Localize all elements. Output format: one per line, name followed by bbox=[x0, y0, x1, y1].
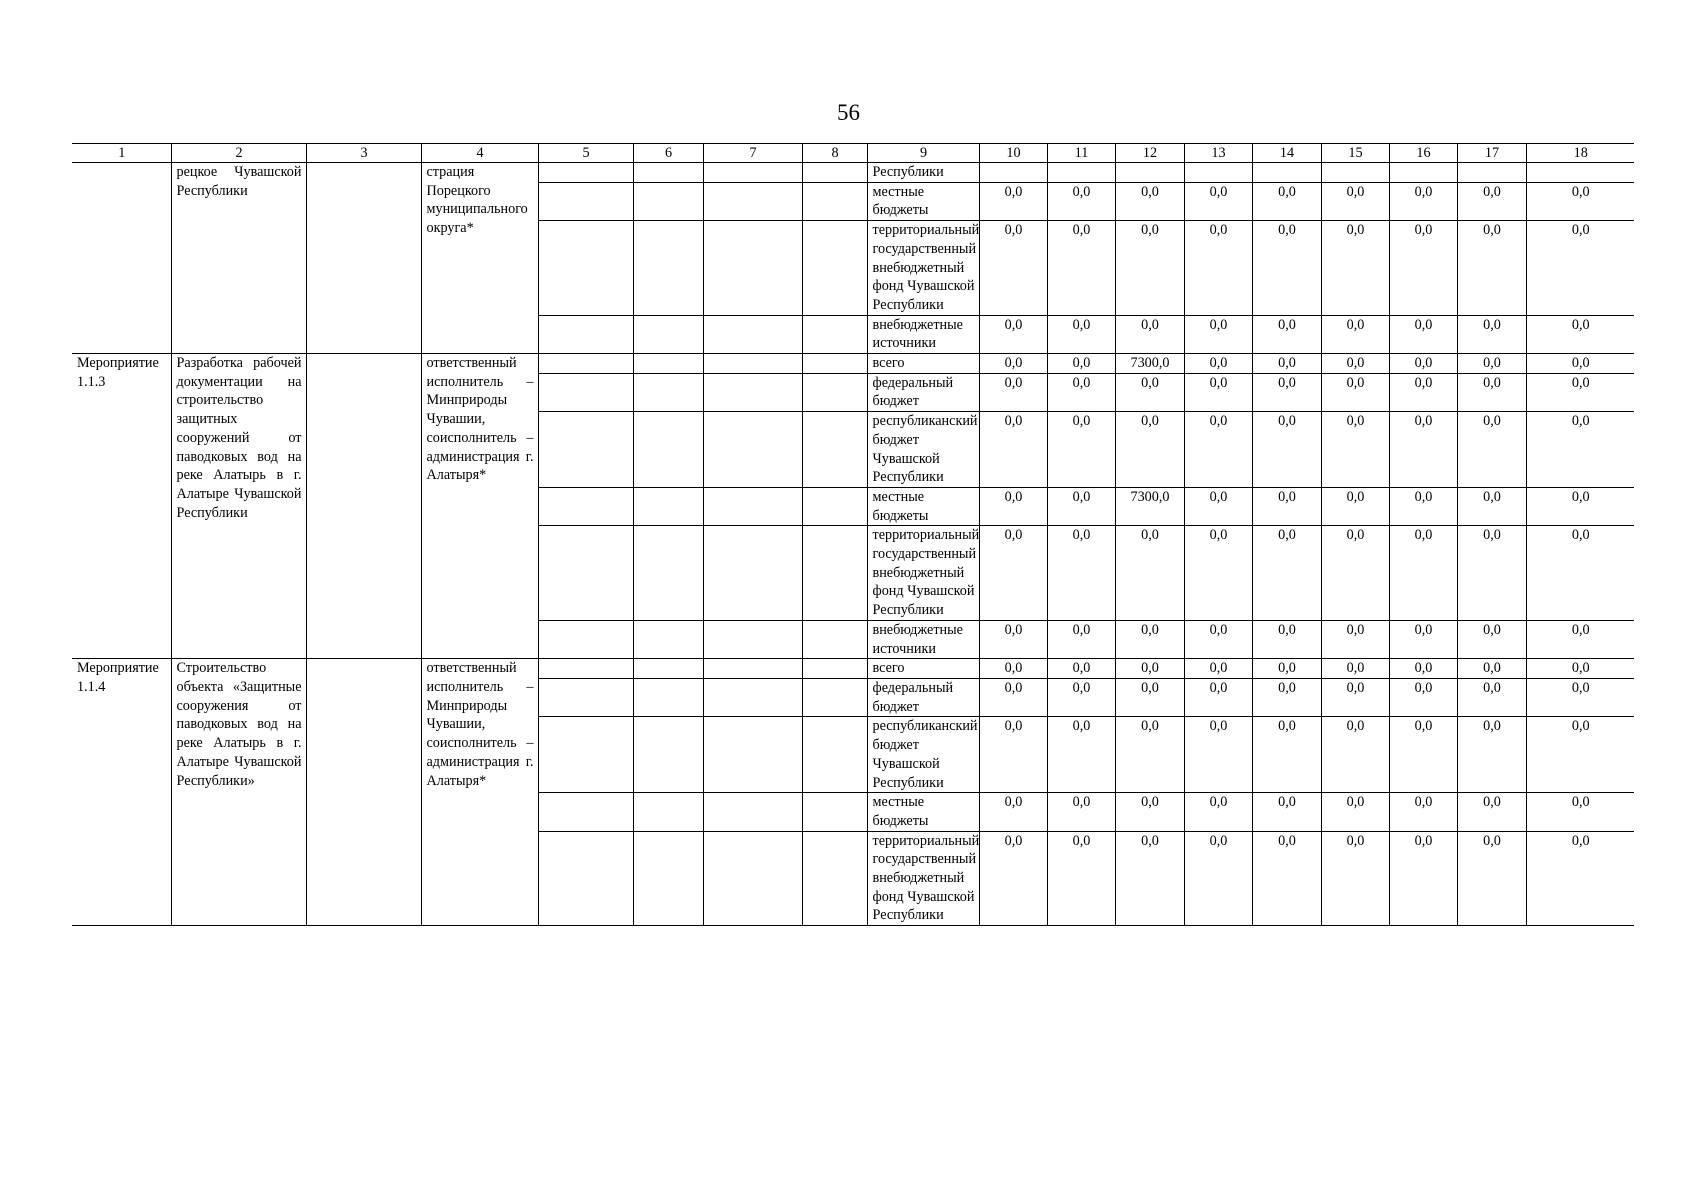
cell-col7 bbox=[703, 412, 802, 488]
cell-col8 bbox=[802, 182, 867, 220]
value-cell-col16: 0,0 bbox=[1389, 221, 1457, 316]
value-cell-col10: 0,0 bbox=[979, 373, 1047, 411]
value-cell-col13: 0,0 bbox=[1184, 412, 1252, 488]
cell-col7 bbox=[703, 354, 802, 374]
funding-source: внебюджетные источники bbox=[867, 315, 979, 353]
value-cell-col14: 0,0 bbox=[1252, 620, 1321, 658]
cell-col7 bbox=[703, 793, 802, 831]
value-cell-col13: 0,0 bbox=[1184, 831, 1252, 926]
value-cell-col17: 0,0 bbox=[1457, 373, 1526, 411]
measure-executor: ответственный исполнитель – Минприроды Чувашии, соисполнитель – администрация г. Алатыря* bbox=[421, 354, 538, 659]
cell-col6 bbox=[633, 659, 703, 679]
value-cell-col16: 0,0 bbox=[1389, 354, 1457, 374]
value-cell-col15: 0,0 bbox=[1321, 182, 1389, 220]
value-cell-col12: 0,0 bbox=[1115, 831, 1184, 926]
value-cell-col10: 0,0 bbox=[979, 717, 1047, 793]
value-cell-col16: 0,0 bbox=[1389, 717, 1457, 793]
value-cell-col18: 0,0 bbox=[1526, 717, 1634, 793]
cell-col7 bbox=[703, 487, 802, 525]
value-cell-col17: 0,0 bbox=[1457, 526, 1526, 621]
value-cell-col17: 0,0 bbox=[1457, 182, 1526, 220]
cell-col7 bbox=[703, 831, 802, 926]
value-cell-col15: 0,0 bbox=[1321, 221, 1389, 316]
value-cell-col14: 0,0 bbox=[1252, 412, 1321, 488]
column-header-13: 13 bbox=[1184, 144, 1252, 163]
value-cell-col10: 0,0 bbox=[979, 793, 1047, 831]
value-cell-col12: 0,0 bbox=[1115, 182, 1184, 220]
funding-source: всего bbox=[867, 659, 979, 679]
value-cell-col18: 0,0 bbox=[1526, 620, 1634, 658]
cell-col8 bbox=[802, 620, 867, 658]
column-header-2: 2 bbox=[171, 144, 306, 163]
value-cell-col10: 0,0 bbox=[979, 354, 1047, 374]
table-body bbox=[72, 163, 1634, 926]
value-cell-col13: 0,0 bbox=[1184, 526, 1252, 621]
value-cell-col12: 0,0 bbox=[1115, 221, 1184, 316]
value-cell-col13: 0,0 bbox=[1184, 182, 1252, 220]
value-cell-col17 bbox=[1457, 163, 1526, 183]
column-header-1: 1 bbox=[72, 144, 171, 163]
funding-source: федеральный бюджет bbox=[867, 678, 979, 716]
cell-col6 bbox=[633, 717, 703, 793]
value-cell-col18: 0,0 bbox=[1526, 659, 1634, 679]
value-cell-col18: 0,0 bbox=[1526, 678, 1634, 716]
value-cell-col18: 0,0 bbox=[1526, 487, 1634, 525]
value-cell-col18: 0,0 bbox=[1526, 182, 1634, 220]
value-cell-col15: 0,0 bbox=[1321, 373, 1389, 411]
value-cell-col18: 0,0 bbox=[1526, 793, 1634, 831]
funding-source: местные бюджеты bbox=[867, 182, 979, 220]
cell-col5 bbox=[538, 163, 633, 183]
value-cell-col12 bbox=[1115, 163, 1184, 183]
value-cell-col17: 0,0 bbox=[1457, 659, 1526, 679]
cell-col8 bbox=[802, 412, 867, 488]
value-cell-col16: 0,0 bbox=[1389, 373, 1457, 411]
cell-col5 bbox=[538, 315, 633, 353]
value-cell-col17: 0,0 bbox=[1457, 831, 1526, 926]
cell-col7 bbox=[703, 717, 802, 793]
value-cell-col11: 0,0 bbox=[1047, 793, 1115, 831]
value-cell-col14: 0,0 bbox=[1252, 831, 1321, 926]
value-cell-col11: 0,0 bbox=[1047, 221, 1115, 316]
measure-executor: страция Порецкого муниципального округа* bbox=[421, 163, 538, 354]
column-header-12: 12 bbox=[1115, 144, 1184, 163]
value-cell-col11: 0,0 bbox=[1047, 487, 1115, 525]
value-cell-col14: 0,0 bbox=[1252, 221, 1321, 316]
value-cell-col16: 0,0 bbox=[1389, 182, 1457, 220]
column-header-10: 10 bbox=[979, 144, 1047, 163]
table-row bbox=[72, 659, 1634, 679]
funding-source: республиканский бюджет Чувашской Республики bbox=[867, 717, 979, 793]
value-cell-col15: 0,0 bbox=[1321, 620, 1389, 658]
table-header-row bbox=[72, 144, 1634, 163]
value-cell-col14: 0,0 bbox=[1252, 526, 1321, 621]
cell-col7 bbox=[703, 182, 802, 220]
cell-col6 bbox=[633, 412, 703, 488]
value-cell-col17: 0,0 bbox=[1457, 315, 1526, 353]
value-cell-col15: 0,0 bbox=[1321, 526, 1389, 621]
value-cell-col13: 0,0 bbox=[1184, 315, 1252, 353]
cell-col5 bbox=[538, 793, 633, 831]
cell-col8 bbox=[802, 678, 867, 716]
value-cell-col14: 0,0 bbox=[1252, 373, 1321, 411]
value-cell-col17: 0,0 bbox=[1457, 717, 1526, 793]
value-cell-col11: 0,0 bbox=[1047, 354, 1115, 374]
value-cell-col10: 0,0 bbox=[979, 620, 1047, 658]
measure-title: Разработка рабочей документации на строительство защитных сооружений от паводковых вод на реке Алатырь в г. Алатыре Чувашской Республики bbox=[171, 354, 306, 659]
value-cell-col15: 0,0 bbox=[1321, 487, 1389, 525]
cell-col5 bbox=[538, 412, 633, 488]
value-cell-col17: 0,0 bbox=[1457, 354, 1526, 374]
cell-col5 bbox=[538, 221, 633, 316]
value-cell-col13: 0,0 bbox=[1184, 373, 1252, 411]
cell-col6 bbox=[633, 354, 703, 374]
value-cell-col12: 7300,0 bbox=[1115, 354, 1184, 374]
value-cell-col12: 0,0 bbox=[1115, 793, 1184, 831]
cell-col7 bbox=[703, 315, 802, 353]
value-cell-col11 bbox=[1047, 163, 1115, 183]
value-cell-col16: 0,0 bbox=[1389, 793, 1457, 831]
value-cell-col13: 0,0 bbox=[1184, 221, 1252, 316]
value-cell-col15: 0,0 bbox=[1321, 659, 1389, 679]
cell-col7 bbox=[703, 678, 802, 716]
value-cell-col14: 0,0 bbox=[1252, 793, 1321, 831]
cell-col5 bbox=[538, 717, 633, 793]
cell-col6 bbox=[633, 831, 703, 926]
cell-col8 bbox=[802, 526, 867, 621]
value-cell-col10: 0,0 bbox=[979, 315, 1047, 353]
measure-executor: ответственный исполнитель – Минприроды Чувашии, соисполнитель – администрация г. Алатыря* bbox=[421, 659, 538, 926]
value-cell-col15: 0,0 bbox=[1321, 678, 1389, 716]
value-cell-col12: 0,0 bbox=[1115, 526, 1184, 621]
cell-col6 bbox=[633, 678, 703, 716]
cell-col6 bbox=[633, 793, 703, 831]
column-header-14: 14 bbox=[1252, 144, 1321, 163]
value-cell-col10: 0,0 bbox=[979, 526, 1047, 621]
value-cell-col18: 0,0 bbox=[1526, 354, 1634, 374]
cell-col5 bbox=[538, 373, 633, 411]
cell-col6 bbox=[633, 620, 703, 658]
value-cell-col11: 0,0 bbox=[1047, 182, 1115, 220]
value-cell-col13: 0,0 bbox=[1184, 354, 1252, 374]
cell-col8 bbox=[802, 831, 867, 926]
measure-code bbox=[72, 163, 171, 354]
value-cell-col14: 0,0 bbox=[1252, 678, 1321, 716]
cell-col5 bbox=[538, 182, 633, 220]
value-cell-col12: 0,0 bbox=[1115, 678, 1184, 716]
value-cell-col11: 0,0 bbox=[1047, 412, 1115, 488]
cell-col7 bbox=[703, 620, 802, 658]
cell-col6 bbox=[633, 182, 703, 220]
value-cell-col10: 0,0 bbox=[979, 182, 1047, 220]
cell-col6 bbox=[633, 221, 703, 316]
cell-col5 bbox=[538, 354, 633, 374]
value-cell-col13: 0,0 bbox=[1184, 717, 1252, 793]
cell-col5 bbox=[538, 526, 633, 621]
cell-col5 bbox=[538, 620, 633, 658]
table-row bbox=[72, 354, 1634, 374]
value-cell-col15: 0,0 bbox=[1321, 412, 1389, 488]
value-cell-col15: 0,0 bbox=[1321, 717, 1389, 793]
cell-col8 bbox=[802, 717, 867, 793]
value-cell-col16: 0,0 bbox=[1389, 526, 1457, 621]
value-cell-col12: 7300,0 bbox=[1115, 487, 1184, 525]
value-cell-col13: 0,0 bbox=[1184, 678, 1252, 716]
value-cell-col13: 0,0 bbox=[1184, 659, 1252, 679]
cell-col6 bbox=[633, 315, 703, 353]
measure-title: Строительство объекта «Защитные сооружения от паводковых вод на реке Алатырь в г. Алатыре Чувашской Республики» bbox=[171, 659, 306, 926]
value-cell-col18 bbox=[1526, 163, 1634, 183]
value-cell-col13: 0,0 bbox=[1184, 793, 1252, 831]
funding-source: республиканский бюджет Чувашской Республики bbox=[867, 412, 979, 488]
value-cell-col14 bbox=[1252, 163, 1321, 183]
value-cell-col12: 0,0 bbox=[1115, 659, 1184, 679]
funding-source: местные бюджеты bbox=[867, 793, 979, 831]
measure-code: Мероприятие 1.1.3 bbox=[72, 354, 171, 659]
value-cell-col12: 0,0 bbox=[1115, 717, 1184, 793]
value-cell-col11: 0,0 bbox=[1047, 717, 1115, 793]
cell-col8 bbox=[802, 354, 867, 374]
value-cell-col11: 0,0 bbox=[1047, 315, 1115, 353]
value-cell-col17: 0,0 bbox=[1457, 487, 1526, 525]
value-cell-col12: 0,0 bbox=[1115, 373, 1184, 411]
cell-col5 bbox=[538, 659, 633, 679]
value-cell-col15 bbox=[1321, 163, 1389, 183]
cell-col8 bbox=[802, 659, 867, 679]
value-cell-col10: 0,0 bbox=[979, 659, 1047, 679]
funding-source: внебюджетные источники bbox=[867, 620, 979, 658]
value-cell-col16: 0,0 bbox=[1389, 620, 1457, 658]
column-header-16: 16 bbox=[1389, 144, 1457, 163]
value-cell-col16: 0,0 bbox=[1389, 659, 1457, 679]
value-cell-col15: 0,0 bbox=[1321, 793, 1389, 831]
value-cell-col11: 0,0 bbox=[1047, 620, 1115, 658]
value-cell-col18: 0,0 bbox=[1526, 412, 1634, 488]
cell-col7 bbox=[703, 373, 802, 411]
value-cell-col17: 0,0 bbox=[1457, 678, 1526, 716]
value-cell-col17: 0,0 bbox=[1457, 221, 1526, 316]
value-cell-col12: 0,0 bbox=[1115, 412, 1184, 488]
column-header-3: 3 bbox=[306, 144, 421, 163]
measure-code: Мероприятие 1.1.4 bbox=[72, 659, 171, 926]
value-cell-col18: 0,0 bbox=[1526, 373, 1634, 411]
value-cell-col18: 0,0 bbox=[1526, 221, 1634, 316]
column-header-5: 5 bbox=[538, 144, 633, 163]
value-cell-col14: 0,0 bbox=[1252, 487, 1321, 525]
value-cell-col18: 0,0 bbox=[1526, 526, 1634, 621]
cell-col8 bbox=[802, 373, 867, 411]
funding-source: территориальный государственный внебюджетный фонд Чувашской Республики bbox=[867, 526, 979, 621]
cell-col7 bbox=[703, 659, 802, 679]
cell-col8 bbox=[802, 315, 867, 353]
value-cell-col10: 0,0 bbox=[979, 831, 1047, 926]
column-header-17: 17 bbox=[1457, 144, 1526, 163]
value-cell-col16: 0,0 bbox=[1389, 487, 1457, 525]
funding-source: местные бюджеты bbox=[867, 487, 979, 525]
column-header-4: 4 bbox=[421, 144, 538, 163]
value-cell-col16: 0,0 bbox=[1389, 831, 1457, 926]
cell-col5 bbox=[538, 831, 633, 926]
value-cell-col16: 0,0 bbox=[1389, 678, 1457, 716]
value-cell-col10: 0,0 bbox=[979, 412, 1047, 488]
value-cell-col11: 0,0 bbox=[1047, 659, 1115, 679]
cell-col6 bbox=[633, 163, 703, 183]
value-cell-col14: 0,0 bbox=[1252, 315, 1321, 353]
value-cell-col15: 0,0 bbox=[1321, 315, 1389, 353]
cell-col6 bbox=[633, 526, 703, 621]
cell-col8 bbox=[802, 487, 867, 525]
value-cell-col16: 0,0 bbox=[1389, 315, 1457, 353]
column-header-7: 7 bbox=[703, 144, 802, 163]
measure-col3 bbox=[306, 163, 421, 354]
budget-table bbox=[72, 143, 1634, 926]
value-cell-col16 bbox=[1389, 163, 1457, 183]
value-cell-col12: 0,0 bbox=[1115, 315, 1184, 353]
cell-col6 bbox=[633, 487, 703, 525]
value-cell-col10 bbox=[979, 163, 1047, 183]
column-header-9: 9 bbox=[867, 144, 979, 163]
value-cell-col11: 0,0 bbox=[1047, 831, 1115, 926]
cell-col7 bbox=[703, 163, 802, 183]
cell-col6 bbox=[633, 373, 703, 411]
value-cell-col11: 0,0 bbox=[1047, 678, 1115, 716]
funding-source: всего bbox=[867, 354, 979, 374]
value-cell-col15: 0,0 bbox=[1321, 831, 1389, 926]
column-header-8: 8 bbox=[802, 144, 867, 163]
measure-col3 bbox=[306, 354, 421, 659]
cell-col8 bbox=[802, 163, 867, 183]
column-header-18: 18 bbox=[1526, 144, 1634, 163]
cell-col8 bbox=[802, 793, 867, 831]
value-cell-col14: 0,0 bbox=[1252, 717, 1321, 793]
value-cell-col10: 0,0 bbox=[979, 221, 1047, 316]
value-cell-col11: 0,0 bbox=[1047, 526, 1115, 621]
value-cell-col14: 0,0 bbox=[1252, 659, 1321, 679]
cell-col7 bbox=[703, 221, 802, 316]
value-cell-col13: 0,0 bbox=[1184, 487, 1252, 525]
value-cell-col18: 0,0 bbox=[1526, 315, 1634, 353]
value-cell-col10: 0,0 bbox=[979, 678, 1047, 716]
column-header-15: 15 bbox=[1321, 144, 1389, 163]
cell-col5 bbox=[538, 678, 633, 716]
value-cell-col16: 0,0 bbox=[1389, 412, 1457, 488]
value-cell-col12: 0,0 bbox=[1115, 620, 1184, 658]
column-header-6: 6 bbox=[633, 144, 703, 163]
funding-source: федеральный бюджет bbox=[867, 373, 979, 411]
value-cell-col18: 0,0 bbox=[1526, 831, 1634, 926]
funding-source: территориальный государственный внебюджетный фонд Чувашской Республики bbox=[867, 221, 979, 316]
value-cell-col14: 0,0 bbox=[1252, 354, 1321, 374]
measure-title: рецкое Чувашской Республики bbox=[171, 163, 306, 354]
value-cell-col13: 0,0 bbox=[1184, 620, 1252, 658]
page-number: 56 bbox=[837, 100, 860, 125]
value-cell-col17: 0,0 bbox=[1457, 793, 1526, 831]
funding-source: Республики bbox=[867, 163, 979, 183]
value-cell-col10: 0,0 bbox=[979, 487, 1047, 525]
cell-col5 bbox=[538, 487, 633, 525]
cell-col7 bbox=[703, 526, 802, 621]
value-cell-col11: 0,0 bbox=[1047, 373, 1115, 411]
value-cell-col14: 0,0 bbox=[1252, 182, 1321, 220]
value-cell-col17: 0,0 bbox=[1457, 412, 1526, 488]
measure-col3 bbox=[306, 659, 421, 926]
value-cell-col13 bbox=[1184, 163, 1252, 183]
value-cell-col15: 0,0 bbox=[1321, 354, 1389, 374]
value-cell-col17: 0,0 bbox=[1457, 620, 1526, 658]
table-row bbox=[72, 163, 1634, 183]
funding-source: территориальный государственный внебюджетный фонд Чувашской Республики bbox=[867, 831, 979, 926]
cell-col8 bbox=[802, 221, 867, 316]
column-header-11: 11 bbox=[1047, 144, 1115, 163]
